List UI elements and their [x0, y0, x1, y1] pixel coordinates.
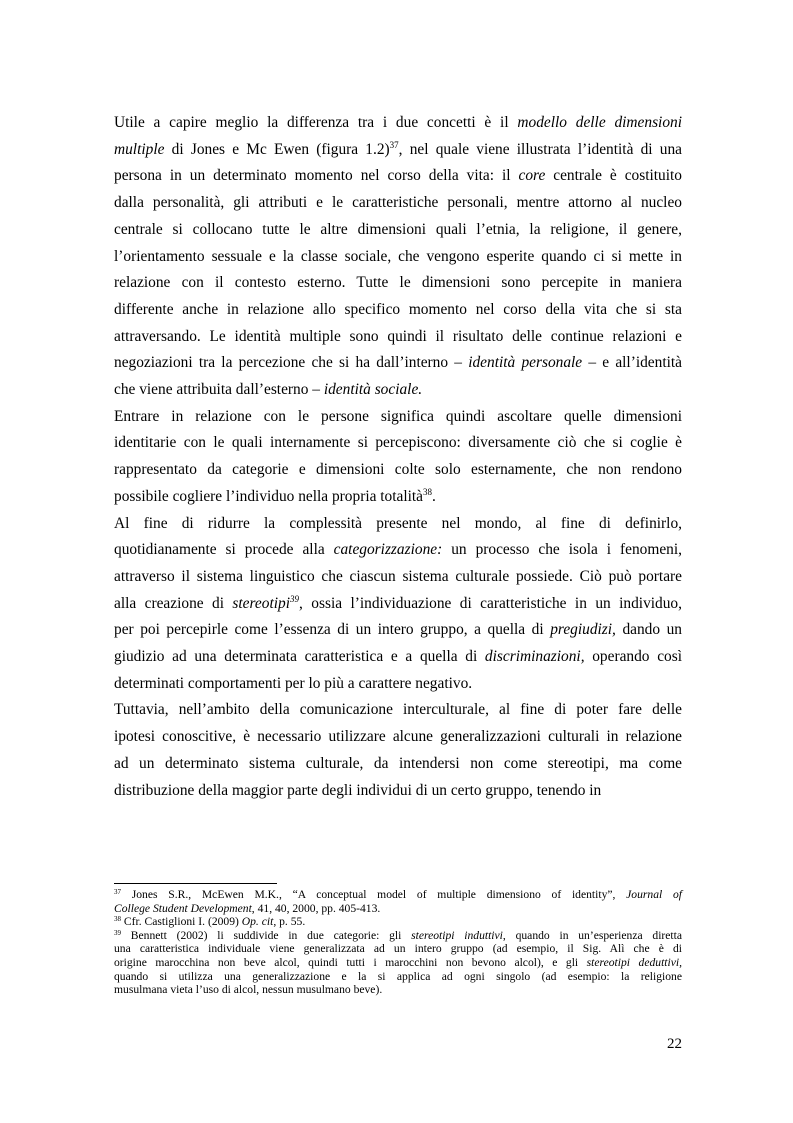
paragraph	[114, 697, 682, 804]
footnote	[114, 915, 682, 929]
text-run: , 41, 40, 2000, pp. 405-413.	[251, 901, 381, 915]
text-line	[114, 915, 682, 929]
italic-text: College Student Development	[114, 901, 252, 915]
text-run: , ossia l’individuazione di caratteristiche in un individuo,	[299, 594, 682, 612]
text-run: , nel quale viene illustrata l’identità di una	[398, 140, 682, 158]
text-run: possibile cogliere l’individuo nella propria totalità	[114, 487, 424, 505]
text-run: ipotesi conoscitive, è necessario utilizzare alcune generalizzazioni culturali in relazione	[114, 728, 682, 746]
text-run: Bennett (2002) li suddivide in due categorie: gli	[121, 928, 412, 942]
text-line	[114, 929, 682, 943]
text-run: l’orientamento sessuale e la classe sociale, che vengono esperite quando ci si mette in	[114, 247, 682, 265]
paragraph	[114, 404, 682, 511]
italic-text: multiple	[114, 140, 165, 158]
text-line	[114, 163, 682, 190]
text-run: per poi percepirle come l’essenza di un intero gruppo, a quella di	[114, 621, 551, 639]
text-run: alla creazione di	[114, 594, 233, 612]
text-run: giudizio ad una determinata caratteristica e a quella di	[114, 648, 485, 666]
text-run: dalla personalità, gli attributi e le caratteristiche personali, mentre attorno al nucleo	[114, 194, 682, 212]
text-run: attraverso il sistema linguistico che ciascun sistema culturale possiede. Ciò può portare	[114, 567, 682, 585]
note-reference: 39	[114, 928, 121, 937]
text-line	[114, 751, 682, 778]
italic-text: stereotipi induttivi	[411, 928, 503, 942]
text-line	[114, 217, 682, 244]
italic-text: modello delle dimensioni	[517, 114, 682, 131]
text-run: operando così	[584, 648, 682, 666]
text-line	[114, 297, 682, 324]
note-reference: 37	[114, 888, 121, 896]
italic-text: core	[518, 167, 546, 185]
text-run: quotidianamente si procede alla	[114, 541, 334, 559]
text-line	[114, 457, 682, 484]
text-run: origine marocchina non beve alcol, quindi tutti i marocchini non bevono alcol), e gli	[114, 955, 587, 969]
text-run: quando si utilizza una generalizzazione e la si applica ad ogni singolo (ad esempio: la religione	[114, 969, 682, 983]
text-run: attraversando. Le identità multiple sono quindi il risultato delle continue relazioni e	[114, 327, 682, 345]
page-number: 22	[667, 1036, 682, 1052]
italic-text: stereotipi	[232, 594, 290, 612]
italic-text: Op. cit	[241, 915, 274, 929]
text-line	[114, 970, 682, 984]
note-reference: 37	[389, 139, 399, 150]
text-run: identitarie con le quali internamente si percepiscono: diversamente ciò che si coglie è	[114, 434, 682, 452]
italic-text: identità personale	[468, 354, 583, 372]
text-run: Utile a capire meglio la differenza tra i due concetti è il	[114, 114, 518, 131]
italic-text: pregiudizi,	[550, 621, 616, 639]
text-run: musulmana vieta l’uso di alcol, nessun musulmano beve).	[114, 983, 383, 997]
text-run: un processo che isola i fenomeni,	[442, 541, 682, 559]
body-text	[114, 110, 682, 804]
note-reference: 39	[290, 593, 299, 604]
text-line	[114, 644, 682, 671]
italic-text: stereotipi deduttivi,	[586, 955, 682, 969]
text-line	[114, 324, 682, 351]
footnote-separator	[114, 883, 277, 884]
text-run: persona in un determinato momento nel corso della vita: il	[114, 167, 519, 185]
text-run: dando un	[615, 621, 682, 639]
text-line	[114, 902, 682, 916]
text-line	[114, 564, 682, 591]
text-line	[114, 430, 682, 457]
text-run: determinati comportamenti per lo più a carattere negativo.	[114, 674, 473, 692]
text-line	[114, 484, 682, 511]
text-run: Jones S.R., McEwen M.K., “A conceptual model of multiple dimensiono of identity”,	[121, 888, 627, 901]
italic-text: Journal of	[626, 888, 682, 901]
text-line	[114, 942, 682, 956]
text-run: che viene attribuita dall’esterno –	[114, 381, 324, 399]
text-line	[114, 404, 682, 431]
text-run: Tuttavia, nell’ambito della comunicazione interculturale, al fine di poter fare delle	[114, 701, 682, 719]
italic-text: discriminazioni,	[484, 648, 585, 666]
text-line	[114, 511, 682, 538]
footnote	[114, 888, 682, 915]
text-line	[114, 270, 682, 297]
text-run: di Jones e Mc Ewen (figura 1.2)	[164, 140, 390, 158]
text-line	[114, 591, 682, 618]
text-run: , quando in un’esperienza diretta	[502, 928, 683, 942]
text-line	[114, 617, 682, 644]
text-run: rappresentato da categorie e dimensioni colte solo esternamente, che non rendono	[114, 461, 682, 479]
italic-text: categorizzazione:	[333, 541, 443, 559]
text-run: , p. 55.	[273, 915, 306, 929]
text-line	[114, 350, 682, 377]
text-run: centrale si collocano tutte le altre dimensioni quali l’etnia, la religione, il genere,	[114, 220, 682, 238]
text-run: Cfr. Castiglioni I. (2009)	[121, 915, 242, 929]
footnotes	[114, 888, 682, 997]
text-line	[114, 377, 682, 404]
note-reference: 38	[114, 915, 121, 924]
text-run: Entrare in relazione con le persone significa quindi ascoltare quelle dimensioni	[114, 407, 682, 425]
text-line	[114, 537, 682, 564]
text-run: Al fine di ridurre la complessità presente nel mondo, al fine di definirlo,	[114, 514, 682, 532]
text-line	[114, 983, 682, 997]
italic-text: identità sociale.	[323, 381, 423, 399]
text-run: relazione con il contesto esterno. Tutte le dimensioni sono percepite in maniera	[114, 274, 682, 292]
text-line	[114, 888, 682, 902]
text-line	[114, 956, 682, 970]
text-run: una caratteristica individuale viene generalizzata ad un intero gruppo (ad esempio, il Sig. Alì che è di	[114, 942, 682, 956]
text-line	[114, 137, 682, 164]
footnote	[114, 929, 682, 997]
text-run: differente anche in relazione allo specifico momento nel corso della vita che si sta	[114, 300, 682, 318]
text-run: distribuzione della maggior parte degli individui di un certo gruppo, tenendo in	[114, 781, 602, 799]
paragraph	[114, 511, 682, 698]
text-run: centrale è costituito	[545, 167, 682, 185]
text-run: – e all’identità	[582, 354, 682, 372]
text-run: .	[432, 487, 436, 505]
text-run: negoziazioni tra la percezione che si ha dall’interno –	[114, 354, 469, 372]
text-line	[114, 724, 682, 751]
text-line	[114, 697, 682, 724]
paragraph	[114, 110, 682, 404]
text-line	[114, 110, 682, 137]
text-line	[114, 190, 682, 217]
text-run: ad un determinato sistema culturale, da intendersi non come stereotipi, ma come	[114, 754, 682, 772]
note-reference: 38	[423, 486, 433, 497]
text-line	[114, 244, 682, 271]
text-line	[114, 671, 682, 698]
text-line	[114, 778, 682, 805]
